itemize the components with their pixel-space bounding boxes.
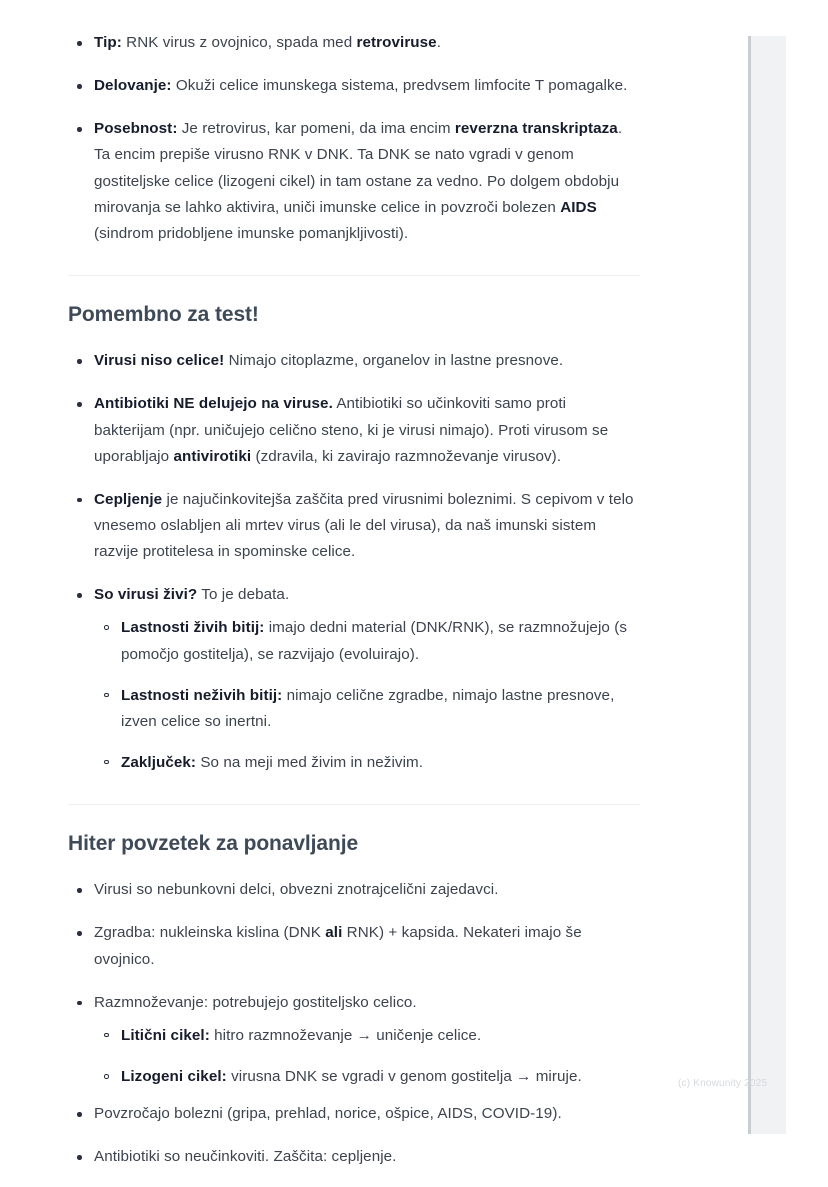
- list-item-lead: Delovanje:: [94, 77, 172, 95]
- section-divider: [68, 804, 640, 805]
- body-text: nimajo celične zgradbe, nimajo lastne presnove, izven celice so inertni.: [121, 686, 615, 730]
- body-text: RNK virus z ovojnico, spada med: [121, 34, 357, 51]
- copyright-watermark: (c) Knowunity 2025: [678, 1078, 768, 1089]
- body-text: Virusi so nebunkovni delci, obvezni znotrajcelični zajedavci.: [94, 881, 499, 899]
- body-text: Razmnoževanje: potrebujejo gostiteljsko celico.: [94, 993, 417, 1011]
- list-item: [68, 487, 640, 565]
- list-item: [68, 73, 640, 99]
- body-text: Nimajo citoplazme, organelov in lastne presnove.: [224, 352, 564, 370]
- section-heading: Hiter povzetek za ponavljanje: [68, 832, 359, 856]
- body-text: Zgradba: nukleinska kislina (DNK: [94, 924, 326, 942]
- body-text: (zdravila, ki zavirajo razmnoževanje virusov).: [251, 447, 562, 465]
- body-text: . Ta encim prepiše virusno RNK v DNK. Ta DNK se nato vgradi v genom gostiteljske celice (lizogeni cikel) in tam ostane za vedno. Po dolgem obdobju mirovanja se lahko aktivira, uniči imunske celice in povzroči bolezen: [94, 120, 623, 216]
- section-heading: Pomembno za test!: [68, 302, 259, 326]
- list-item-lead: Lizogeni cikel:: [121, 1068, 227, 1086]
- sub-list-item: [94, 1023, 640, 1049]
- list-item-lead: Virusi niso celice!: [94, 352, 225, 370]
- body-text: So na meji med živim in neživim.: [196, 753, 424, 771]
- list-item: [68, 348, 640, 374]
- bullet-list: [68, 30, 640, 247]
- right-side-panel: [748, 36, 786, 1134]
- section-pomembno-za-test: [68, 302, 640, 776]
- bullet-list: [68, 348, 640, 776]
- emphasis-text: AIDS: [560, 198, 597, 216]
- sub-bullet-list: [94, 1023, 640, 1090]
- list-item-lead: Lastnosti neživih bitij:: [121, 686, 283, 704]
- section-hiter-povzetek: [68, 831, 640, 1170]
- list-item: [68, 920, 640, 972]
- body-text: .: [436, 34, 441, 51]
- body-text: Antibiotiki so učinkoviti samo proti bakterijam (npr. uničujejo celično steno, ki je virusi nimajo). Proti virusom se uporabljajo: [94, 395, 609, 465]
- list-item-lead: Zaključek:: [121, 753, 197, 771]
- body-text: To je debata.: [197, 586, 290, 604]
- body-text: Antibiotiki so neučinkoviti. Zaščita: cepljenje.: [94, 1148, 397, 1166]
- list-item: [68, 1144, 640, 1170]
- list-item-lead: Posebnost:: [94, 120, 178, 138]
- section-divider: [68, 275, 640, 276]
- body-text: je najučinkovitejša zaščita pred virusnimi boleznimi. S cepivom v telo vnesemo oslabljen ali mrtev virus (ali le del virusa), da naš imunski sistem razvije protitelesa in spominske celice.: [94, 490, 634, 561]
- body-text: Okuži celice imunskega sistema, predvsem limfocite T pomagalke.: [171, 77, 628, 95]
- emphasis-text: reverzna transkriptaza: [454, 120, 618, 138]
- list-item-lead: Antibiotiki NE delujejo na viruse.: [94, 395, 333, 413]
- list-item: [68, 30, 640, 56]
- emphasis-text: ali: [325, 924, 343, 942]
- sub-list-item: [94, 750, 640, 776]
- body-text: imajo dedni material (DNK/RNK), se razmnožujejo (s pomočjo gostitelja), se razvijajo (evoluirajo).: [121, 619, 628, 663]
- sub-bullet-list: [94, 615, 640, 776]
- sub-list-item: [94, 615, 640, 667]
- list-item: [68, 116, 640, 247]
- body-text: RNK) + kapsida. Nekateri imajo še ovojnico.: [94, 924, 582, 968]
- list-item-lead: Tip:: [94, 34, 122, 51]
- list-item-lead: Lastnosti živih bitij:: [121, 619, 265, 637]
- bullet-list: [68, 877, 640, 1170]
- body-text: hitro razmnoževanje → uničenje celice.: [209, 1026, 482, 1044]
- list-item-lead: So virusi živi?: [94, 586, 198, 604]
- section-hiv-details: [68, 30, 640, 247]
- list-item-lead: Litični cikel:: [121, 1026, 210, 1044]
- list-item: [68, 877, 640, 903]
- list-item: [68, 391, 640, 469]
- body-text: Je retrovirus, kar pomeni, da ima encim: [177, 120, 455, 138]
- sub-list-item: [94, 683, 640, 735]
- body-text: virusna DNK se vgradi v genom gostitelja → miruje.: [226, 1068, 582, 1086]
- list-item: [68, 990, 640, 1090]
- emphasis-text: antivirotiki: [173, 447, 252, 465]
- list-item: [68, 582, 640, 776]
- list-item: [68, 1101, 640, 1127]
- emphasis-text: retroviruse: [356, 34, 437, 51]
- body-text: (sindrom pridobljene imunske pomanjkljivosti).: [94, 224, 409, 242]
- sub-list-item: [94, 1064, 640, 1090]
- list-item-lead: Cepljenje: [94, 490, 163, 508]
- body-text: Povzročajo bolezni (gripa, prehlad, norice, ošpice, AIDS, COVID-19).: [94, 1105, 562, 1123]
